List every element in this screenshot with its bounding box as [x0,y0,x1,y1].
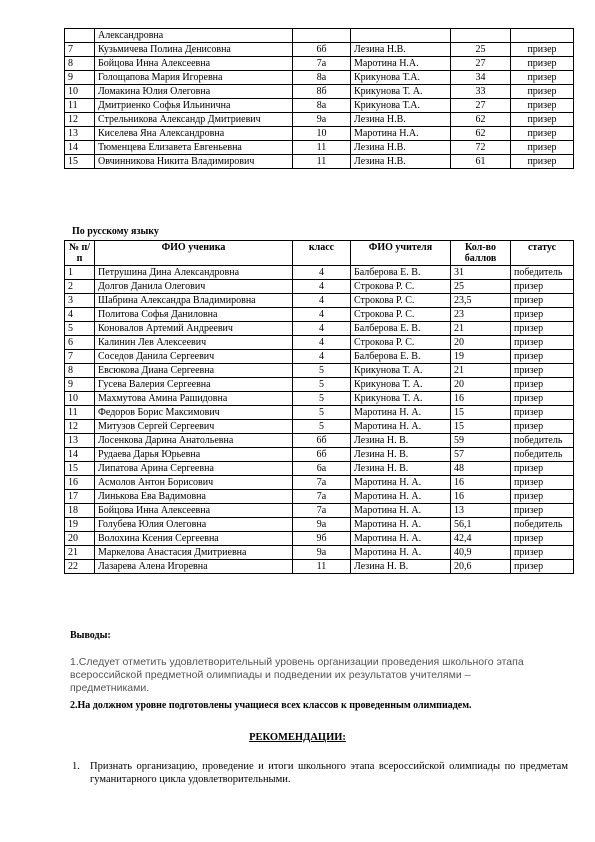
cell-score: 15 [451,406,511,420]
cell-number: 13 [65,127,95,141]
cell-number: 7 [65,43,95,57]
cell-class: 9б [293,532,351,546]
cell-class: 4 [293,322,351,336]
cell-class: 7а [293,504,351,518]
cell-status: призер [511,43,574,57]
table-row [65,532,574,546]
table-row [65,127,574,141]
cell-score: 15 [451,420,511,434]
cell-class: 5 [293,364,351,378]
cell-score: 27 [451,99,511,113]
cell-teacher: Лезина Н.В. [351,141,451,155]
cell-status: победитель [511,448,574,462]
cell-status: призер [511,57,574,71]
cell-score: 72 [451,141,511,155]
cell-student-name: Тюменцева Елизавета Евгеньевна [95,141,293,155]
russian-language-results-table [64,240,574,574]
cell-status: призер [511,85,574,99]
table-row [65,29,574,43]
cell-status: призер [511,350,574,364]
cell-score: 62 [451,127,511,141]
cell-student-name: Лазарева Алена Игоревна [95,560,293,574]
cell-class: 5 [293,378,351,392]
table-row [65,350,574,364]
cell-number: 3 [65,294,95,308]
cell-student-name: Липатова Арина Сергеевна [95,462,293,476]
cell-teacher: Строкова Р. С. [351,336,451,350]
cell-status: призер [511,532,574,546]
cell-score: 23,5 [451,294,511,308]
cell-class [293,29,351,43]
cell-score: 31 [451,266,511,280]
cell-score: 13 [451,504,511,518]
cell-student-name: Стрельникова Александр Дмитриевич [95,113,293,127]
cell-teacher: Крикунова Т. А. [351,364,451,378]
cell-class: 11 [293,560,351,574]
cell-number: 18 [65,504,95,518]
cell-student-name: Митузов Сергей Сергеевич [95,420,293,434]
cell-status: призер [511,99,574,113]
cell-status: призер [511,504,574,518]
cell-number: 15 [65,155,95,169]
cell-class: 8а [293,99,351,113]
cell-teacher: Маротина Н.А. [351,57,451,71]
cell-number: 11 [65,99,95,113]
cell-number: 17 [65,490,95,504]
cell-status: призер [511,336,574,350]
cell-teacher: Лезина Н.В. [351,43,451,57]
cell-status: призер [511,462,574,476]
cell-student-name: Евсюкова Диана Сергеевна [95,364,293,378]
cell-number: 20 [65,532,95,546]
table-row [65,336,574,350]
table-row [65,280,574,294]
cell-number: 6 [65,336,95,350]
cell-score: 25 [451,43,511,57]
cell-student-name: Ломакина Юлия Олеговна [95,85,293,99]
cell-score: 20 [451,336,511,350]
cell-score: 61 [451,155,511,169]
cell-student-name: Гусева Валерия Сергеевна [95,378,293,392]
cell-student-name: Калинин Лев Алексеевич [95,336,293,350]
cell-teacher: Крикунова Т.А. [351,99,451,113]
section-caption: По русскому языку [72,226,159,237]
cell-class: 6б [293,43,351,57]
cell-teacher: Маротина Н. А. [351,518,451,532]
cell-number: 16 [65,476,95,490]
cell-score: 25 [451,280,511,294]
cell-student-name: Дмитриенко Софья Ильинична [95,99,293,113]
cell-status: призер [511,71,574,85]
cell-student-name: Овчинникова Никита Владимирович [95,155,293,169]
cell-class: 6а [293,462,351,476]
cell-teacher: Строкова Р. С. [351,308,451,322]
cell-number: 2 [65,280,95,294]
cell-teacher [351,29,451,43]
cell-student-name: Линькова Ева Вадимовна [95,490,293,504]
cell-class: 6б [293,448,351,462]
cell-status [511,29,574,43]
cell-score: 21 [451,322,511,336]
table-row [65,308,574,322]
cell-teacher: Строкова Р. С. [351,280,451,294]
cell-status: призер [511,560,574,574]
cell-teacher: Балберова Е. В. [351,350,451,364]
cell-class: 5 [293,406,351,420]
cell-number: 4 [65,308,95,322]
header-score: Кол-во баллов [451,241,511,266]
cell-teacher: Лезина Н. В. [351,448,451,462]
cell-class: 5 [293,392,351,406]
cell-class: 4 [293,308,351,322]
cell-score: 42,4 [451,532,511,546]
cell-class: 9а [293,113,351,127]
table-row [65,392,574,406]
table-row [65,378,574,392]
conclusion-paragraph-2: 2.На должном уровне подготовлены учащиеся всех классов к проведенным олимпиадем. [70,700,472,711]
cell-number: 19 [65,518,95,532]
cell-teacher: Крикунова Т. А. [351,85,451,99]
cell-class: 9а [293,518,351,532]
cell-teacher: Крикунова Т. А. [351,392,451,406]
cell-class: 4 [293,350,351,364]
table-row [65,518,574,532]
cell-class: 11 [293,141,351,155]
header-number: № п/п [65,241,95,266]
cell-status: призер [511,392,574,406]
cell-status: призер [511,322,574,336]
cell-status: победитель [511,266,574,280]
table-row [65,546,574,560]
cell-class: 8а [293,71,351,85]
cell-teacher: Лезина Н. В. [351,560,451,574]
table-row [65,43,574,57]
cell-score: 34 [451,71,511,85]
cell-score [451,29,511,43]
cell-class: 6б [293,434,351,448]
cell-student-name: Бойцова Инна Алексеевна [95,57,293,71]
cell-number: 12 [65,113,95,127]
table-row [65,462,574,476]
cell-student-name: Маркелова Анастасия Дмитриевна [95,546,293,560]
table-row [65,504,574,518]
cell-teacher: Крикунова Т. А. [351,378,451,392]
recommendation-text: Признать организацию, проведение и итоги школьного этапа всероссийской олимпиады по предметам гуманитарного цикла удовлетворительными. [90,761,568,785]
cell-student-name: Политова Софья Даниловна [95,308,293,322]
cell-status: призер [511,155,574,169]
cell-number: 9 [65,71,95,85]
table-row [65,266,574,280]
cell-teacher: Маротина Н. А. [351,420,451,434]
table-row [65,155,574,169]
table-row [65,448,574,462]
cell-student-name: Петрушина Дина Александровна [95,266,293,280]
cell-status: призер [511,308,574,322]
cell-teacher: Лезина Н. В. [351,434,451,448]
cell-status: призер [511,490,574,504]
cell-class: 4 [293,266,351,280]
conclusions-title: Выводы: [70,630,111,641]
table-row [65,322,574,336]
cell-class: 7а [293,57,351,71]
header-status: статус [511,241,574,266]
table-row [65,85,574,99]
cell-student-name: Голубева Юлия Олеговна [95,518,293,532]
cell-status: призер [511,406,574,420]
cell-teacher: Балберова Е. В. [351,322,451,336]
header-class: класс [293,241,351,266]
cell-class: 9а [293,546,351,560]
cell-score: 59 [451,434,511,448]
cell-score: 57 [451,448,511,462]
cell-teacher: Лезина Н. В. [351,462,451,476]
table-row [65,294,574,308]
cell-score: 20 [451,378,511,392]
table-row [65,406,574,420]
cell-teacher: Маротина Н. А. [351,406,451,420]
cell-number: 7 [65,350,95,364]
table-row [65,476,574,490]
cell-class: 10 [293,127,351,141]
table-header-row [65,241,574,266]
cell-status: призер [511,378,574,392]
cell-status: призер [511,476,574,490]
cell-number: 11 [65,406,95,420]
cell-score: 62 [451,113,511,127]
table-row [65,141,574,155]
cell-status: призер [511,294,574,308]
table-row [65,364,574,378]
header-teacher-name: ФИО учителя [351,241,451,266]
recommendation-number: 1. [72,761,80,772]
cell-teacher: Маротина Н.А. [351,127,451,141]
cell-number: 21 [65,546,95,560]
cell-status: призер [511,280,574,294]
cell-class: 7а [293,490,351,504]
cell-teacher: Лезина Н.В. [351,155,451,169]
cell-status: призер [511,546,574,560]
cell-score: 56,1 [451,518,511,532]
cell-class: 4 [293,336,351,350]
cell-status: призер [511,113,574,127]
table-row [65,560,574,574]
cell-teacher: Строкова Р. С. [351,294,451,308]
cell-number: 14 [65,448,95,462]
cell-number: 5 [65,322,95,336]
table-row [65,113,574,127]
cell-score: 16 [451,490,511,504]
cell-student-name: Долгов Данила Олегович [95,280,293,294]
cell-student-name: Асмолов Антон Борисович [95,476,293,490]
recommendations-title: РЕКОМЕНДАЦИИ: [249,732,346,743]
cell-number: 15 [65,462,95,476]
cell-score: 33 [451,85,511,99]
cell-teacher: Маротина Н. А. [351,490,451,504]
cell-status: победитель [511,434,574,448]
cell-student-name: Волохина Ксения Сергеевна [95,532,293,546]
cell-student-name: Рудаева Дарья Юрьевна [95,448,293,462]
cell-student-name: Шабрина Александра Владимировна [95,294,293,308]
cell-number: 10 [65,392,95,406]
cell-class: 7а [293,476,351,490]
cell-status: призер [511,364,574,378]
results-table-continued [64,28,574,169]
cell-student-name: Махмутова Амина Рашидовна [95,392,293,406]
cell-score: 20,6 [451,560,511,574]
cell-score: 19 [451,350,511,364]
cell-number: 13 [65,434,95,448]
cell-student-name: Бойцова Инна Алексеевна [95,504,293,518]
cell-number: 8 [65,57,95,71]
table-row [65,71,574,85]
cell-score: 40,9 [451,546,511,560]
cell-student-name: Александровна [95,29,293,43]
cell-teacher: Маротина Н. А. [351,504,451,518]
cell-status: призер [511,141,574,155]
cell-status: победитель [511,518,574,532]
conclusion-paragraph-1: 1.Следует отметить удовлетворительный уровень организации проведения школьного этапа всероссийской предметной олимпиады и подведении их результатов учителями – предметниками. [70,656,524,694]
cell-score: 21 [451,364,511,378]
cell-score: 23 [451,308,511,322]
cell-score: 27 [451,57,511,71]
cell-number: 8 [65,364,95,378]
table-row [65,434,574,448]
cell-number: 22 [65,560,95,574]
cell-class: 8б [293,85,351,99]
cell-student-name: Лосенкова Дарина Анатольевна [95,434,293,448]
cell-teacher: Маротина Н. А. [351,546,451,560]
cell-teacher: Маротина Н. А. [351,532,451,546]
cell-student-name: Кузьмичева Полина Денисовна [95,43,293,57]
cell-student-name: Федоров Борис Максимович [95,406,293,420]
cell-class: 5 [293,420,351,434]
header-student-name: ФИО ученика [95,241,293,266]
cell-class: 11 [293,155,351,169]
cell-score: 48 [451,462,511,476]
cell-teacher: Лезина Н.В. [351,113,451,127]
cell-number: 10 [65,85,95,99]
recommendations-list [72,760,568,786]
table-row [65,490,574,504]
cell-teacher: Балберова Е. В. [351,266,451,280]
table-row [65,420,574,434]
cell-student-name: Соседов Данила Сергеевич [95,350,293,364]
cell-student-name: Коновалов Артемий Андреевич [95,322,293,336]
table-row [65,57,574,71]
cell-status: призер [511,127,574,141]
cell-number: 12 [65,420,95,434]
cell-status: призер [511,420,574,434]
cell-class: 4 [293,280,351,294]
table-row [65,99,574,113]
cell-teacher: Маротина Н. А. [351,476,451,490]
cell-number: 9 [65,378,95,392]
cell-score: 16 [451,476,511,490]
cell-teacher: Крикунова Т.А. [351,71,451,85]
cell-class: 4 [293,294,351,308]
cell-score: 16 [451,392,511,406]
cell-student-name: Киселева Яна Александровна [95,127,293,141]
cell-number: 14 [65,141,95,155]
cell-student-name: Голощапова Мария Игоревна [95,71,293,85]
cell-number [65,29,95,43]
cell-number: 1 [65,266,95,280]
